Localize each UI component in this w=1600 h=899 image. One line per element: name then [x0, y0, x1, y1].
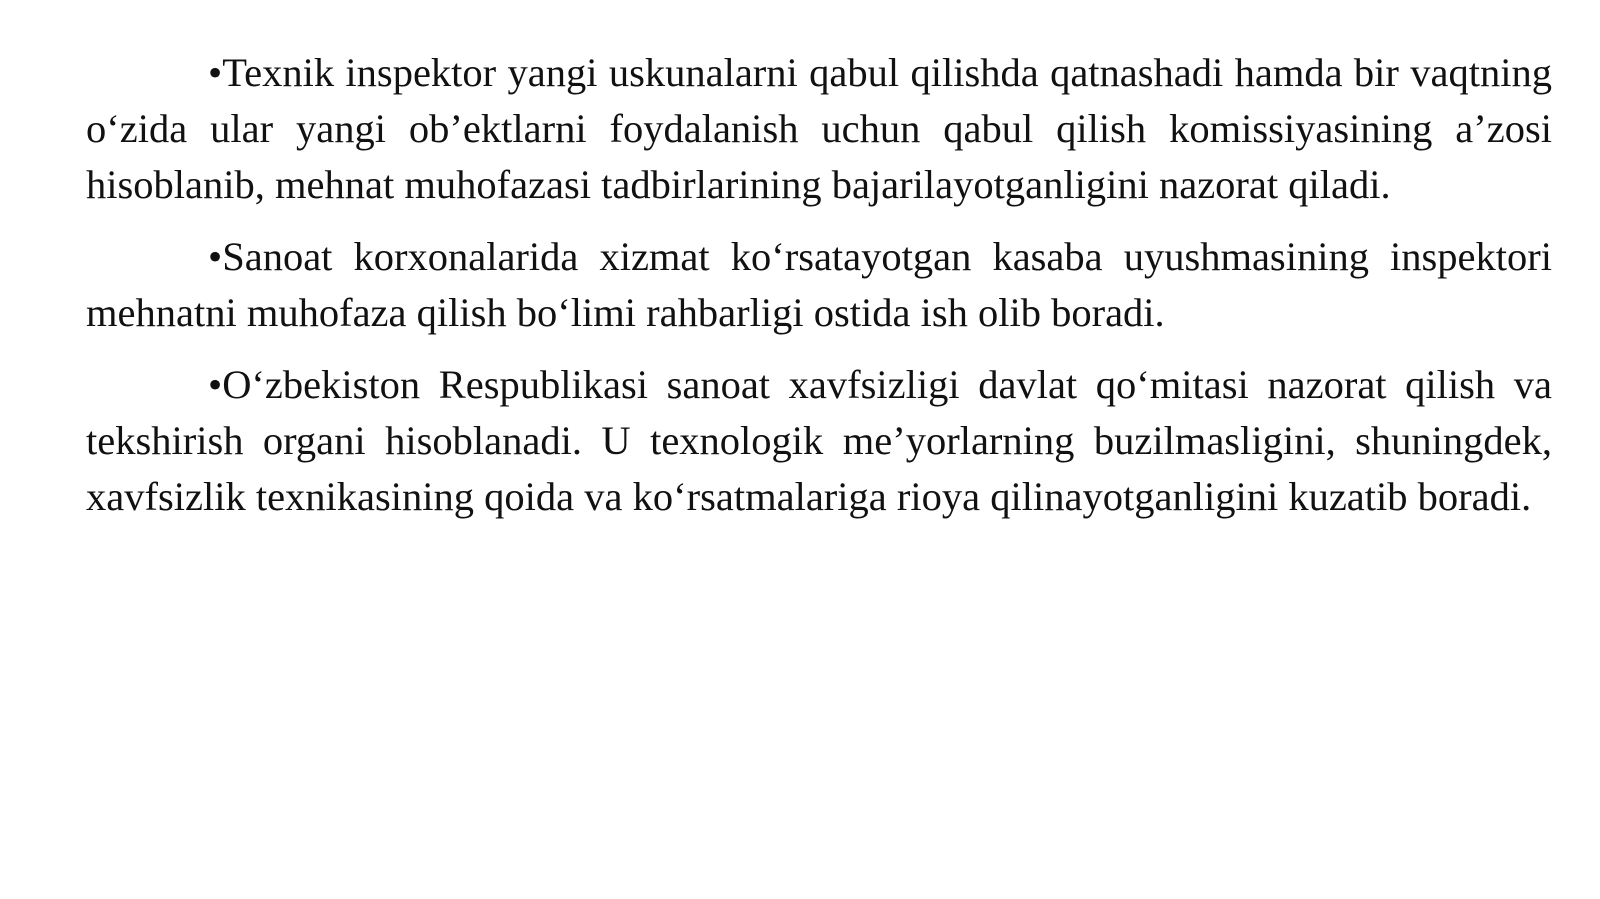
bullet-icon: • — [208, 50, 223, 95]
bullet-paragraph — [86, 229, 1552, 341]
paragraph-text: Sanoat korxonalarida xizmat ko‘rsatayotgan kasaba uyushmasining inspektori mehnatni muhofaza qilish bo‘limi rahbarligi ostida ish olib boradi. — [86, 234, 1552, 335]
bullet-icon: • — [208, 362, 223, 407]
paragraph-text: O‘zbekiston Respublikasi sanoat xavfsizligi davlat qo‘mitasi nazorat qilish va tekshirish organi hisoblanadi. U texnologik me’yorlarning buzilmasligini, shuningdek, xavfsizlik texnikasining qoida va ko‘rsatmalariga rioya qilinayotganligini kuzatib boradi. — [86, 362, 1552, 519]
slide-body — [86, 45, 1552, 541]
bullet-paragraph — [86, 45, 1552, 213]
bullet-icon: • — [208, 234, 223, 279]
bullet-paragraph — [86, 357, 1552, 525]
paragraph-text: Texnik inspektor yangi uskunalarni qabul qilishda qatnashadi hamda bir vaqtning o‘zida ular yangi ob’ektlarni foydalanish uchun qabul qilish komissiyasining a’zosi hisoblanib, mehnat muhofazasi tadbirlarining bajarilayotganligini nazorat qiladi. — [86, 50, 1552, 207]
